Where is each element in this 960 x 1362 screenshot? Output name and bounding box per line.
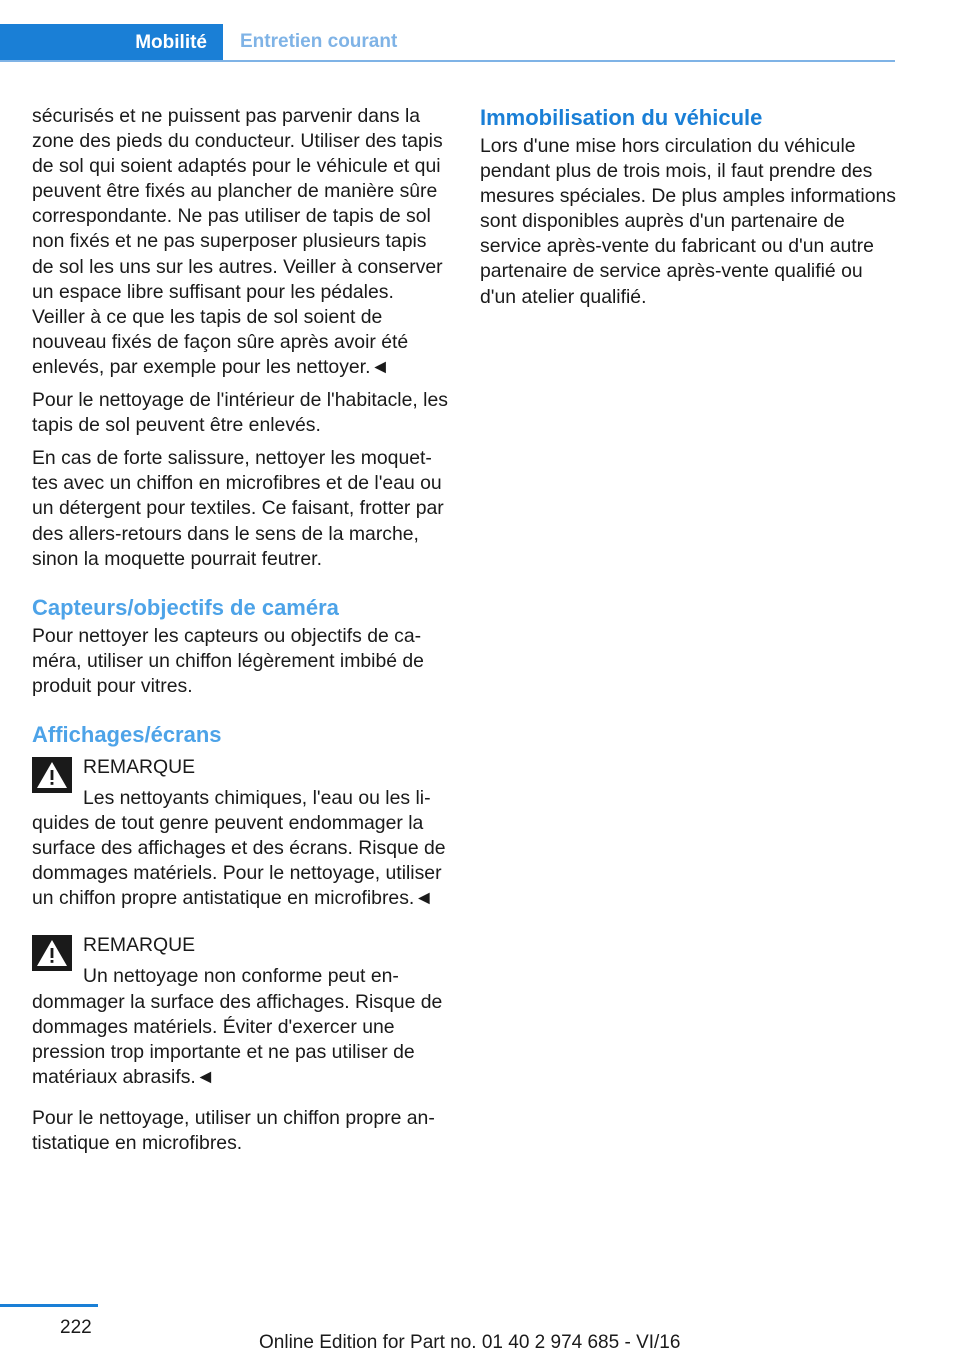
heading-vehicle-immobilisation: Immobilisation du véhicule — [480, 105, 763, 130]
notice-1-text: Les nettoyants chimiques, l'eau ou les liquides de tout genre peuvent endommager la surface des affichages et des écrans. Risque de dommages matériels. Pour le nettoyage, utiliser un chiffon propre antistatique en microfibres.◄ — [32, 786, 446, 910]
paragraph-mats-removal: Pour le nettoyage de l'intérieur de l'habitacle, les tapis de sol peuvent être enlevés. — [32, 389, 448, 437]
warning-icon — [32, 757, 72, 793]
left-column — [32, 104, 448, 1164]
heading-displays: Affichages/écrans — [32, 721, 222, 747]
paragraph-floor-mats: sécurisés et ne puissent pas parvenir dans la zone des pieds du conducteur. Utiliser des tapis de sol qui soient adaptés pour le véhicule et qui peuvent être fixés au plancher de manière sûre correspondante. Ne pas utiliser de tapis de sol non fixés et ne pas superposer plusieurs tapis de sol les uns sur les autres. Veiller à conserver un espace libre suffisant pour les pédales. Veiller à ce que les tapis de sol soient de nouveau fixés de façon sûre après avoir été enlevés, par exemple pour les nettoyer.◄ — [32, 105, 443, 378]
notice-2-text: Un nettoyage non conforme peut endommager la surface des affichages. Risque de dommages matériels. Éviter d'exercer une pression trop importante et ne pas utiliser de matériaux abrasifs.◄ — [32, 965, 443, 1088]
notice-2-label: REMARQUE — [83, 934, 196, 957]
tab-mobilite[interactable] — [0, 24, 223, 62]
footer-accent-line — [0, 1304, 98, 1307]
tab-entretien-courant[interactable]: Entretien courant — [240, 31, 398, 52]
tab-mobilite-label: Mobilité — [135, 32, 207, 53]
paragraph-camera-sensors: Pour nettoyer les capteurs ou objectifs de caméra, utiliser un chiffon légèrement imbibé de produit pour vitres. — [32, 624, 424, 697]
notice-1-label: REMARQUE — [83, 755, 196, 778]
page-number: 222 — [60, 1317, 92, 1338]
notice-2 — [32, 933, 448, 1089]
header-divider — [0, 60, 895, 62]
paragraph-carpet-cleaning: En cas de forte salissure, nettoyer les moquettes avec un chiffon en microfibres et de l'eau ou un détergent pour textiles. Ce faisant, frotter par des allers-retours dans le sens de la marche, sinon la moquette pourrait feutrer. — [32, 447, 444, 570]
warning-icon — [32, 935, 72, 971]
page-header — [0, 24, 895, 62]
paragraph-vehicle-immobilisation: Lors d'une mise hors circulation du véhicule pendant plus de trois mois, il faut prendre des mesures spéciales. De plus amples informations sont disponibles auprès d'un partenaire de service après-vente du fabricant ou d'un autre partenaire de service après-vente qualifié ou d'un atelier qualifié. — [480, 135, 896, 308]
right-column — [480, 104, 896, 318]
heading-camera-sensors: Capteurs/objectifs de caméra — [32, 594, 339, 620]
edition-info: Online Edition for Part no. 01 40 2 974 685 - VI/16 — [259, 1332, 681, 1353]
notice-1 — [32, 755, 448, 911]
paragraph-cleaning-cloth: Pour le nettoyage, utiliser un chiffon propre antistatique en microfibres. — [32, 1106, 435, 1154]
